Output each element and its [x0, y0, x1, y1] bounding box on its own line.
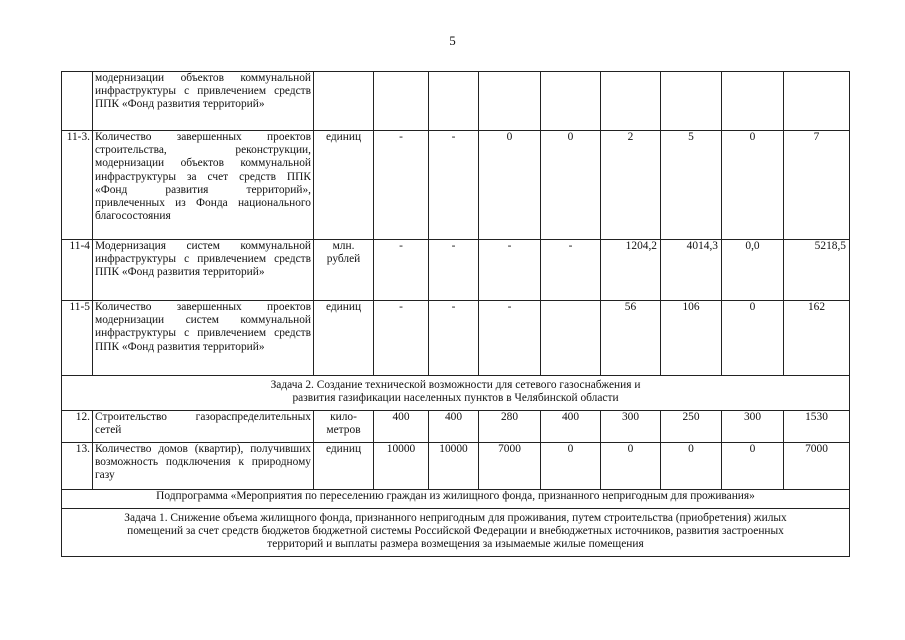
value-cell: - — [429, 240, 479, 301]
indicator-name: Количество завершенных проектов модернизации систем коммунальной инфраструктуры с привлечением средств ППК «Фонд развития территорий» — [93, 301, 314, 376]
value-cell: 10000 — [429, 443, 479, 490]
row-number: 11-5 — [62, 301, 93, 376]
value-cell: 0,0 — [722, 240, 784, 301]
indicators-table — [61, 71, 850, 557]
value-cell: 250 — [661, 411, 722, 443]
section-heading-row — [62, 376, 850, 411]
task-1-heading: Задача 1. Снижение объема жилищного фонда, признанного непригодным для проживания, путем строительства (приобретения) жилых помещений за счет средств бюджетов бюджетной системы Российской Федерации и внебюджетных источников, развития застроенных территорий и выплаты размера возмещения за изымаемые жилые помещения — [62, 509, 850, 557]
value-cell: - — [374, 131, 429, 240]
value-cell: 4014,3 — [661, 240, 722, 301]
indicator-name: Количество завершенных проектов строительства, реконструкции, модернизации объектов коммунальной инфраструктуры за счет средств ППК «Фонд развития территорий», привлеченных из Фонда национального благосостояния — [93, 131, 314, 240]
value-cell: 0 — [661, 443, 722, 490]
value-cell — [601, 72, 661, 131]
row-number: 12. — [62, 411, 93, 443]
indicator-name: Количество домов (квартир), получивших возможность подключения к природному газу — [93, 443, 314, 490]
value-cell: 400 — [429, 411, 479, 443]
row-number: 11-4 — [62, 240, 93, 301]
value-cell: 56 — [601, 301, 661, 376]
value-cell: 106 — [661, 301, 722, 376]
value-cell: 1204,2 — [601, 240, 661, 301]
value-cell: 2 — [601, 131, 661, 240]
row-number: 13. — [62, 443, 93, 490]
value-cell: 0 — [722, 443, 784, 490]
indicator-name: Строительство газораспределительных сетей — [93, 411, 314, 443]
value-cell — [722, 72, 784, 131]
section-heading-row — [62, 490, 850, 509]
value-cell: 7000 — [479, 443, 541, 490]
value-cell: 1530 — [784, 411, 850, 443]
row-number: 11-3. — [62, 131, 93, 240]
indicator-name: Модернизация систем коммунальной инфраструктуры с привлечением средств ППК «Фонд развития территорий» — [93, 240, 314, 301]
unit-cell: единиц — [314, 443, 374, 490]
value-cell: 5218,5 — [784, 240, 850, 301]
value-cell: 300 — [722, 411, 784, 443]
value-cell: 280 — [479, 411, 541, 443]
subprogram-heading: Подпрограмма «Мероприятия по переселению граждан из жилищного фонда, признанного непригодным для проживания» — [62, 490, 850, 509]
value-cell: - — [374, 301, 429, 376]
unit-cell: единиц — [314, 131, 374, 240]
value-cell — [661, 72, 722, 131]
value-cell — [479, 72, 541, 131]
task-2-heading: Задача 2. Создание технической возможности для сетевого газоснабжения и развития газификации населенных пунктов в Челябинской области — [62, 376, 850, 411]
value-cell: 0 — [541, 131, 601, 240]
row-number — [62, 72, 93, 131]
unit-cell: млн. рублей — [314, 240, 374, 301]
value-cell: 300 — [601, 411, 661, 443]
value-cell — [429, 72, 479, 131]
value-cell: 0 — [479, 131, 541, 240]
value-cell: - — [479, 240, 541, 301]
value-cell: 10000 — [374, 443, 429, 490]
unit-cell: единиц — [314, 301, 374, 376]
value-cell: 400 — [374, 411, 429, 443]
table-row — [62, 301, 850, 376]
value-cell: 162 — [784, 301, 850, 376]
value-cell — [541, 72, 601, 131]
value-cell: 0 — [601, 443, 661, 490]
value-cell: - — [541, 240, 601, 301]
value-cell: 0 — [541, 443, 601, 490]
unit-cell — [314, 72, 374, 131]
unit-cell: кило-метров — [314, 411, 374, 443]
table-row — [62, 72, 850, 131]
value-cell: - — [374, 240, 429, 301]
value-cell: 0 — [722, 301, 784, 376]
value-cell — [784, 72, 850, 131]
table-row — [62, 411, 850, 443]
value-cell — [374, 72, 429, 131]
section-heading-row — [62, 509, 850, 557]
value-cell: - — [429, 301, 479, 376]
value-cell: 7 — [784, 131, 850, 240]
page-number: 5 — [449, 33, 456, 48]
value-cell — [541, 301, 601, 376]
value-cell: 0 — [722, 131, 784, 240]
value-cell: 400 — [541, 411, 601, 443]
table-row — [62, 240, 850, 301]
indicator-name: модернизации объектов коммунальной инфраструктуры с привлечением средств ППК «Фонд развития территорий» — [93, 72, 314, 131]
value-cell: - — [429, 131, 479, 240]
value-cell: 7000 — [784, 443, 850, 490]
table-row — [62, 131, 850, 240]
table-row — [62, 443, 850, 490]
value-cell: - — [479, 301, 541, 376]
value-cell: 5 — [661, 131, 722, 240]
